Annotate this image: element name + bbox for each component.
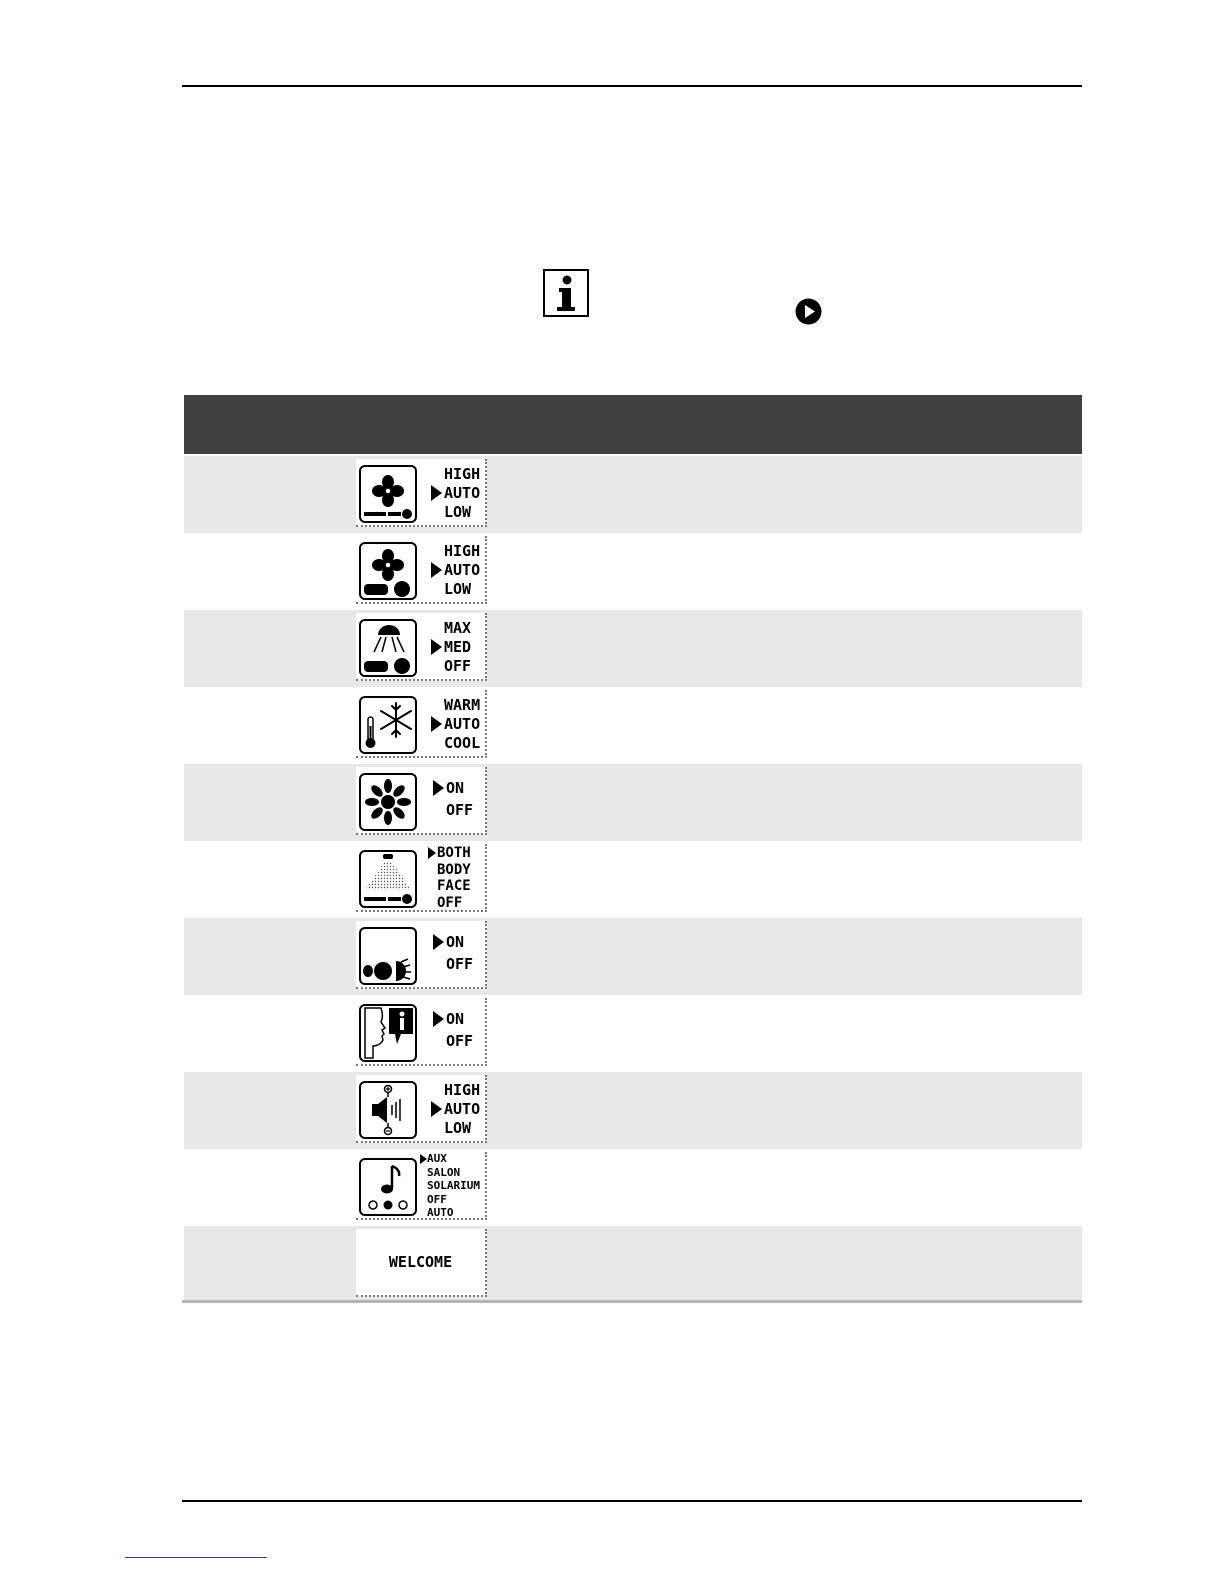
table-row — [184, 1072, 1082, 1149]
table-row — [184, 1149, 1082, 1226]
light-icon — [359, 927, 417, 985]
table-row — [184, 687, 1082, 764]
option-label: WARM — [444, 696, 481, 714]
lcd-display — [356, 459, 487, 527]
music-note-icon — [359, 1158, 417, 1216]
option-label-selected: AUX — [427, 1153, 469, 1165]
footer-link-underline[interactable] — [125, 1557, 267, 1558]
option-label-selected: AUTO — [444, 1101, 486, 1117]
lcd-display — [356, 921, 487, 989]
option-label: OFF — [444, 657, 472, 675]
table-header — [184, 395, 1082, 454]
fan-high-speed-icon — [359, 542, 417, 600]
option-list — [444, 466, 486, 520]
option-label: OFF — [427, 1192, 447, 1206]
option-label: MAX — [444, 619, 472, 637]
temperature-snowflake-icon — [359, 696, 417, 754]
lcd-display — [356, 690, 487, 758]
option-label: COOL — [444, 734, 481, 752]
option-label: OFF — [446, 955, 474, 973]
fan-low-speed-icon — [359, 465, 417, 523]
option-label-selected: ON — [446, 1011, 488, 1027]
lcd-display — [356, 998, 487, 1066]
info-icon — [543, 269, 589, 317]
option-label: OFF — [446, 801, 474, 819]
table-row — [184, 610, 1082, 687]
option-list — [446, 780, 488, 818]
lcd-display — [356, 767, 487, 835]
flower-icon — [359, 773, 417, 831]
table-row — [184, 533, 1082, 610]
option-label: HIGH — [444, 542, 481, 560]
option-label: AUTO — [427, 1206, 454, 1219]
option-label: SALON — [427, 1165, 461, 1179]
option-label: BODY — [437, 861, 471, 878]
table-bottom-rule — [182, 1300, 1082, 1303]
option-label: LOW — [444, 580, 472, 598]
option-label-selected: ON — [446, 780, 488, 796]
option-label-selected: ON — [446, 934, 488, 950]
option-label-selected: AUTO — [444, 485, 486, 501]
option-label: LOW — [444, 1119, 472, 1137]
table-row — [184, 918, 1082, 995]
option-list — [444, 543, 486, 597]
lcd-display — [356, 536, 487, 604]
option-list — [446, 1011, 488, 1049]
top-rule — [182, 85, 1082, 87]
voice-info-icon — [359, 1004, 417, 1062]
lcd-display — [356, 1152, 487, 1220]
option-list — [437, 846, 479, 910]
table-row — [184, 456, 1082, 533]
table-row — [184, 995, 1082, 1072]
option-label-selected: BOTH — [437, 846, 479, 860]
option-label-selected: MED — [444, 639, 486, 655]
lcd-display — [356, 613, 487, 681]
option-label: LOW — [444, 503, 472, 521]
option-label: OFF — [437, 894, 463, 911]
table-row — [184, 764, 1082, 841]
option-label-selected: AUTO — [444, 716, 486, 732]
option-label: HIGH — [444, 465, 481, 483]
settings-table — [184, 456, 1082, 1303]
option-list — [444, 697, 486, 751]
option-label: FACE — [437, 878, 471, 895]
lcd-display — [356, 1229, 487, 1297]
shower-icon — [359, 619, 417, 677]
speaker-volume-icon — [359, 1081, 417, 1139]
option-list — [444, 1082, 486, 1136]
table-row — [184, 1226, 1082, 1303]
lcd-display — [356, 1075, 487, 1143]
spray-icon — [359, 850, 417, 908]
option-list — [446, 934, 488, 972]
lcd-display — [356, 844, 487, 912]
option-list — [444, 620, 486, 674]
bottom-rule — [182, 1500, 1082, 1502]
option-list — [427, 1152, 480, 1219]
option-label: SOLARIUM — [427, 1179, 480, 1192]
option-label: HIGH — [444, 1081, 481, 1099]
play-circle-icon — [795, 298, 822, 325]
welcome-text: WELCOME — [388, 1253, 453, 1271]
option-label-selected: AUTO — [444, 562, 486, 578]
option-label: OFF — [446, 1032, 474, 1050]
table-row — [184, 841, 1082, 918]
